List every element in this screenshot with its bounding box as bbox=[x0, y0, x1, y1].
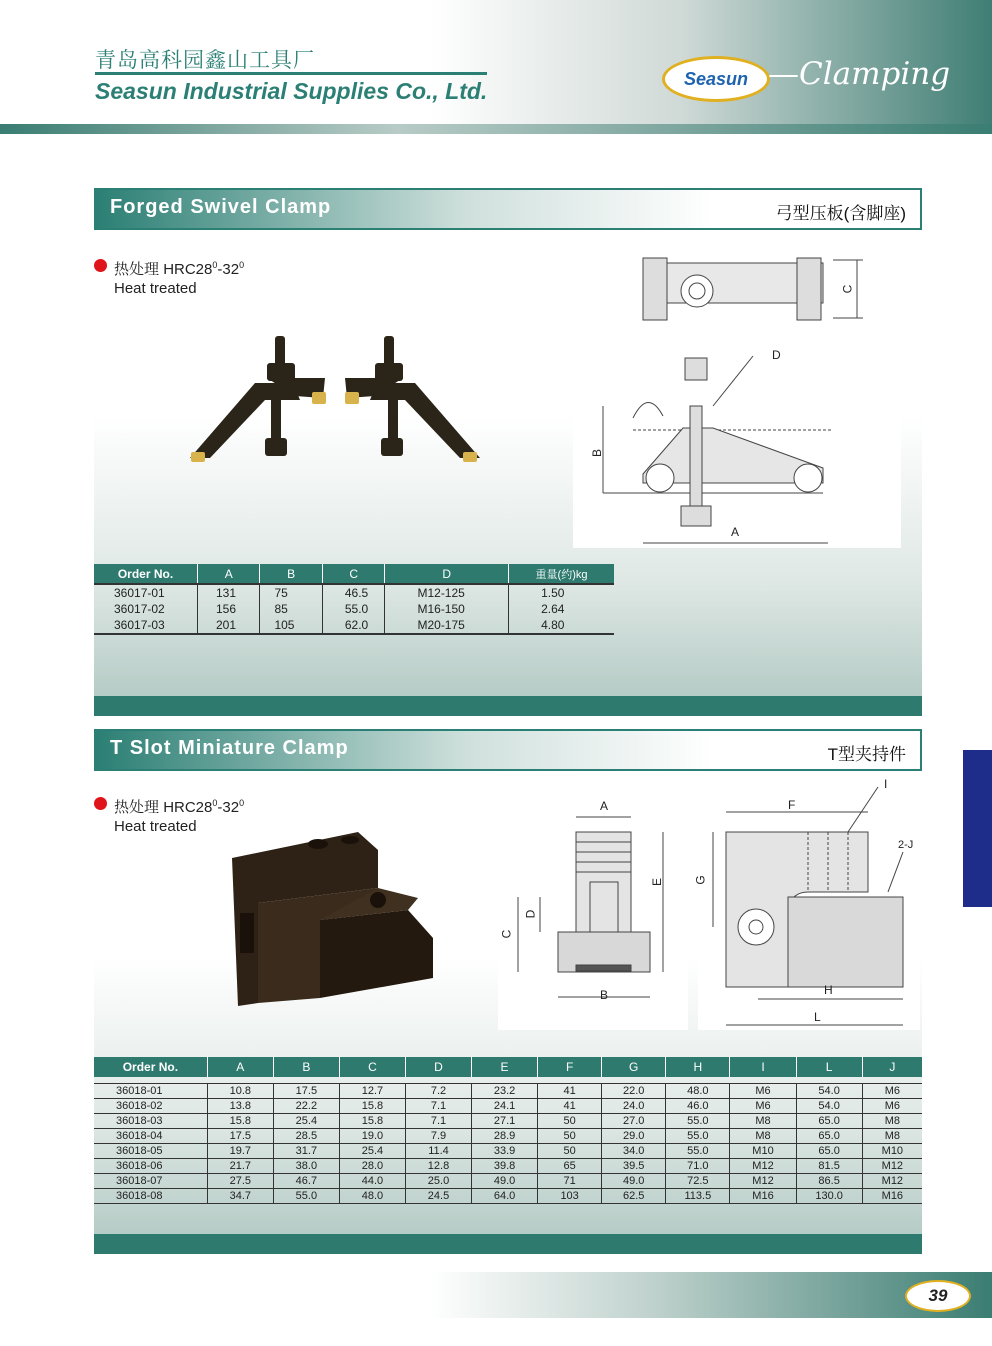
section1-title-cn: 弓型压板(含脚座) bbox=[775, 204, 906, 223]
cell: M6 bbox=[862, 1099, 922, 1114]
header-bar bbox=[0, 124, 992, 134]
cell: 19.0 bbox=[339, 1129, 405, 1144]
cell: 36018-07 bbox=[94, 1174, 207, 1189]
section2-title-en: T Slot Miniature Clamp bbox=[110, 737, 349, 759]
note-hrc: HRC28 bbox=[163, 799, 213, 816]
seasun-logo bbox=[662, 56, 770, 102]
col-header: 重量(约)kg bbox=[509, 564, 614, 584]
cell: M6 bbox=[730, 1084, 796, 1099]
cell: 46.0 bbox=[666, 1099, 730, 1114]
cell: 24.1 bbox=[472, 1099, 538, 1114]
cell: 156 bbox=[197, 601, 259, 617]
category-title: —Clamping bbox=[768, 56, 951, 92]
cell: 50 bbox=[538, 1129, 602, 1144]
cell: 75 bbox=[260, 584, 322, 601]
table-row bbox=[94, 1099, 922, 1114]
label-d: D bbox=[523, 909, 538, 919]
cell: 65 bbox=[538, 1159, 602, 1174]
cell: 2.64 bbox=[541, 602, 565, 616]
cell: 50 bbox=[538, 1114, 602, 1129]
section2-title-cn: T型夹持件 bbox=[827, 745, 906, 764]
cell: 36018-04 bbox=[94, 1129, 207, 1144]
note-deg: 0 bbox=[239, 260, 245, 270]
col-header: A bbox=[197, 564, 259, 584]
cell: 103 bbox=[538, 1189, 602, 1204]
cell: 15.8 bbox=[339, 1114, 405, 1129]
cell: 65.0 bbox=[796, 1114, 862, 1129]
cell: 38.0 bbox=[273, 1159, 339, 1174]
cell: 39.8 bbox=[472, 1159, 538, 1174]
cell: 25.0 bbox=[405, 1174, 471, 1189]
cell: 71 bbox=[538, 1174, 602, 1189]
label-c: C bbox=[499, 929, 514, 939]
cell: 1.50 bbox=[509, 584, 614, 601]
col-header: G bbox=[602, 1057, 666, 1077]
label-e: E bbox=[650, 877, 665, 887]
page-number: 39 bbox=[905, 1280, 971, 1312]
col-header: D bbox=[405, 1057, 471, 1077]
bullet-icon bbox=[94, 259, 107, 272]
cell: 36017-03 bbox=[94, 617, 197, 634]
cell: 33.9 bbox=[472, 1144, 538, 1159]
cell: 55.0 bbox=[666, 1114, 730, 1129]
table-row bbox=[94, 617, 614, 634]
cell: 28.0 bbox=[339, 1159, 405, 1174]
note-deg: 0 bbox=[212, 260, 218, 270]
note-en: Heat treated bbox=[114, 818, 197, 835]
cell: 130.0 bbox=[796, 1189, 862, 1204]
cell: 34.0 bbox=[602, 1144, 666, 1159]
cell: M6 bbox=[862, 1084, 922, 1099]
cell: M8 bbox=[730, 1114, 796, 1129]
table-row bbox=[94, 584, 614, 601]
cell: 36018-01 bbox=[94, 1084, 207, 1099]
cell: 36018-08 bbox=[94, 1189, 207, 1204]
cell: 54.0 bbox=[796, 1084, 862, 1099]
cell: M12-125 bbox=[385, 584, 509, 601]
cell: 81.5 bbox=[796, 1159, 862, 1174]
label-d: D bbox=[772, 348, 781, 362]
label-a: A bbox=[731, 525, 740, 539]
table-row bbox=[94, 1129, 922, 1144]
col-header: I bbox=[730, 1057, 796, 1077]
cell: 36018-05 bbox=[94, 1144, 207, 1159]
col-header: L bbox=[796, 1057, 862, 1077]
cell: 36018-06 bbox=[94, 1159, 207, 1174]
cell: 62.0 bbox=[322, 617, 385, 634]
cell: 55.0 bbox=[273, 1189, 339, 1204]
cell: 31.7 bbox=[273, 1144, 339, 1159]
cell: 201 bbox=[197, 617, 259, 634]
cell: 62.5 bbox=[602, 1189, 666, 1204]
section2-footer-bar bbox=[94, 1234, 922, 1254]
cell: 48.0 bbox=[339, 1189, 405, 1204]
note-deg: 0 bbox=[212, 798, 218, 808]
label-l: L bbox=[814, 1010, 821, 1024]
table-row bbox=[94, 1174, 922, 1189]
cell: 7.1 bbox=[405, 1099, 471, 1114]
t-slot-front-drawing bbox=[498, 797, 688, 1030]
note-cn: 热处理 bbox=[114, 799, 160, 816]
cell: 7.2 bbox=[405, 1084, 471, 1099]
cell: 49.0 bbox=[472, 1174, 538, 1189]
cell: 36018-03 bbox=[94, 1114, 207, 1129]
cell: 71.0 bbox=[666, 1159, 730, 1174]
cell: 36018-02 bbox=[94, 1099, 207, 1114]
cell: 13.8 bbox=[207, 1099, 273, 1114]
cell: 11.4 bbox=[405, 1144, 471, 1159]
cell: 27.0 bbox=[602, 1114, 666, 1129]
cell: 65.0 bbox=[796, 1129, 862, 1144]
company-name-en: Seasun Industrial Supplies Co., Ltd. bbox=[95, 78, 488, 104]
label-b: B bbox=[600, 988, 609, 1002]
cell: M8 bbox=[730, 1129, 796, 1144]
label-f: F bbox=[788, 798, 796, 812]
table-row bbox=[94, 1084, 922, 1099]
cell: 39.5 bbox=[602, 1159, 666, 1174]
cell: 19.7 bbox=[207, 1144, 273, 1159]
cell: M20-175 bbox=[385, 617, 509, 634]
cell: 55.0 bbox=[666, 1144, 730, 1159]
label-g: G bbox=[693, 875, 708, 885]
cell: 131 bbox=[197, 584, 259, 601]
col-header: A bbox=[207, 1057, 273, 1077]
cell: 23.2 bbox=[472, 1084, 538, 1099]
cell: 25.4 bbox=[273, 1114, 339, 1129]
cell: 29.0 bbox=[602, 1129, 666, 1144]
table-row bbox=[94, 601, 614, 617]
company-name-cn: 青岛高科园鑫山工具厂 bbox=[95, 49, 315, 72]
cell: 36017-02 bbox=[94, 601, 197, 617]
t-slot-side-diagram bbox=[698, 777, 920, 1030]
col-header: E bbox=[472, 1057, 538, 1077]
table-row bbox=[94, 1159, 922, 1174]
swivel-clamp-table bbox=[94, 564, 614, 635]
cell: M8 bbox=[862, 1114, 922, 1129]
col-header: C bbox=[322, 564, 385, 584]
col-header: B bbox=[260, 564, 322, 584]
note-cn: 热处理 bbox=[114, 261, 160, 278]
cell: 113.5 bbox=[666, 1189, 730, 1204]
t-slot-clamp-photo bbox=[228, 828, 438, 1010]
cell: 46.5 bbox=[322, 584, 385, 601]
cell: 41 bbox=[538, 1099, 602, 1114]
cell: 4.80 bbox=[509, 617, 614, 634]
cell: 27.1 bbox=[472, 1114, 538, 1129]
t-slot-clamp-table bbox=[94, 1057, 922, 1204]
cell: 17.5 bbox=[273, 1084, 339, 1099]
col-header: Order No. bbox=[94, 1057, 207, 1077]
label-c: C bbox=[840, 284, 855, 294]
cell: 25.4 bbox=[339, 1144, 405, 1159]
note-en: Heat treated bbox=[114, 280, 197, 297]
col-header: B bbox=[273, 1057, 339, 1077]
swivel-clamp-drawing bbox=[573, 238, 901, 548]
section1-note bbox=[114, 256, 244, 298]
section2-note bbox=[114, 794, 244, 836]
cell: 49.0 bbox=[602, 1174, 666, 1189]
cell: 22.2 bbox=[273, 1099, 339, 1114]
cell: M10 bbox=[862, 1144, 922, 1159]
cell: 86.5 bbox=[796, 1174, 862, 1189]
cell: 24.0 bbox=[602, 1099, 666, 1114]
cell: M16 bbox=[730, 1189, 796, 1204]
table-row bbox=[94, 1114, 922, 1129]
cell: 48.0 bbox=[666, 1084, 730, 1099]
col-header: Order No. bbox=[94, 564, 197, 584]
swivel-clamp-photo bbox=[185, 328, 485, 473]
note-range: -32 bbox=[217, 261, 240, 278]
cell: M12 bbox=[862, 1174, 922, 1189]
cell: 41 bbox=[538, 1084, 602, 1099]
cell: M12 bbox=[862, 1159, 922, 1174]
cell: 55.0 bbox=[322, 601, 385, 617]
section2-title-bar bbox=[94, 729, 922, 771]
col-header: C bbox=[339, 1057, 405, 1077]
note-hrc: HRC28 bbox=[163, 261, 213, 278]
cell: M16 bbox=[862, 1189, 922, 1204]
t-slot-side-drawing bbox=[693, 777, 920, 1030]
cell: 55.0 bbox=[666, 1129, 730, 1144]
cell: 17.5 bbox=[207, 1129, 273, 1144]
cell: 64.0 bbox=[472, 1189, 538, 1204]
cell: 50 bbox=[538, 1144, 602, 1159]
cell: 22.0 bbox=[602, 1084, 666, 1099]
section1-title-bar bbox=[94, 188, 922, 230]
cell: 44.0 bbox=[339, 1174, 405, 1189]
cell: 27.5 bbox=[207, 1174, 273, 1189]
label-j: 2-J bbox=[898, 839, 914, 851]
cell: 105 bbox=[260, 617, 322, 634]
cell: 7.9 bbox=[405, 1129, 471, 1144]
label-h: H bbox=[824, 983, 833, 997]
label-i: I bbox=[884, 777, 888, 791]
company-underline bbox=[95, 72, 487, 75]
col-header: H bbox=[666, 1057, 730, 1077]
col-header: F bbox=[538, 1057, 602, 1077]
cell: 85 bbox=[260, 601, 322, 617]
cell: 10.8 bbox=[207, 1084, 273, 1099]
label-a: A bbox=[600, 799, 609, 813]
section1-footer-bar bbox=[94, 696, 922, 716]
cell: M16-150 bbox=[385, 601, 509, 617]
cell: 36017-01 bbox=[94, 584, 197, 601]
cell: 15.8 bbox=[339, 1099, 405, 1114]
cell: 34.7 bbox=[207, 1189, 273, 1204]
cell: M12 bbox=[730, 1174, 796, 1189]
cell: 24.5 bbox=[405, 1189, 471, 1204]
side-tab bbox=[963, 750, 992, 907]
cell: 15.8 bbox=[207, 1114, 273, 1129]
cell: 54.0 bbox=[796, 1099, 862, 1114]
cell: 12.8 bbox=[405, 1159, 471, 1174]
cell: 12.7 bbox=[339, 1084, 405, 1099]
cell: 65.0 bbox=[796, 1144, 862, 1159]
col-header: D bbox=[385, 564, 509, 584]
note-range: -32 bbox=[217, 799, 240, 816]
logo-text: Seasun bbox=[683, 68, 749, 89]
cell: M12 bbox=[730, 1159, 796, 1174]
col-header: J bbox=[862, 1057, 922, 1077]
cell: 21.7 bbox=[207, 1159, 273, 1174]
cell: 7.1 bbox=[405, 1114, 471, 1129]
table-row bbox=[94, 1189, 922, 1204]
cell: 72.5 bbox=[666, 1174, 730, 1189]
note-deg: 0 bbox=[239, 798, 245, 808]
table-row bbox=[94, 1144, 922, 1159]
label-b: B bbox=[590, 448, 605, 458]
bullet-icon bbox=[94, 797, 107, 810]
cell: 28.5 bbox=[273, 1129, 339, 1144]
cell: 28.9 bbox=[472, 1129, 538, 1144]
cell: M8 bbox=[862, 1129, 922, 1144]
cell: M10 bbox=[730, 1144, 796, 1159]
cell: 46.7 bbox=[273, 1174, 339, 1189]
cell: M6 bbox=[730, 1099, 796, 1114]
section1-title-en: Forged Swivel Clamp bbox=[110, 196, 332, 218]
